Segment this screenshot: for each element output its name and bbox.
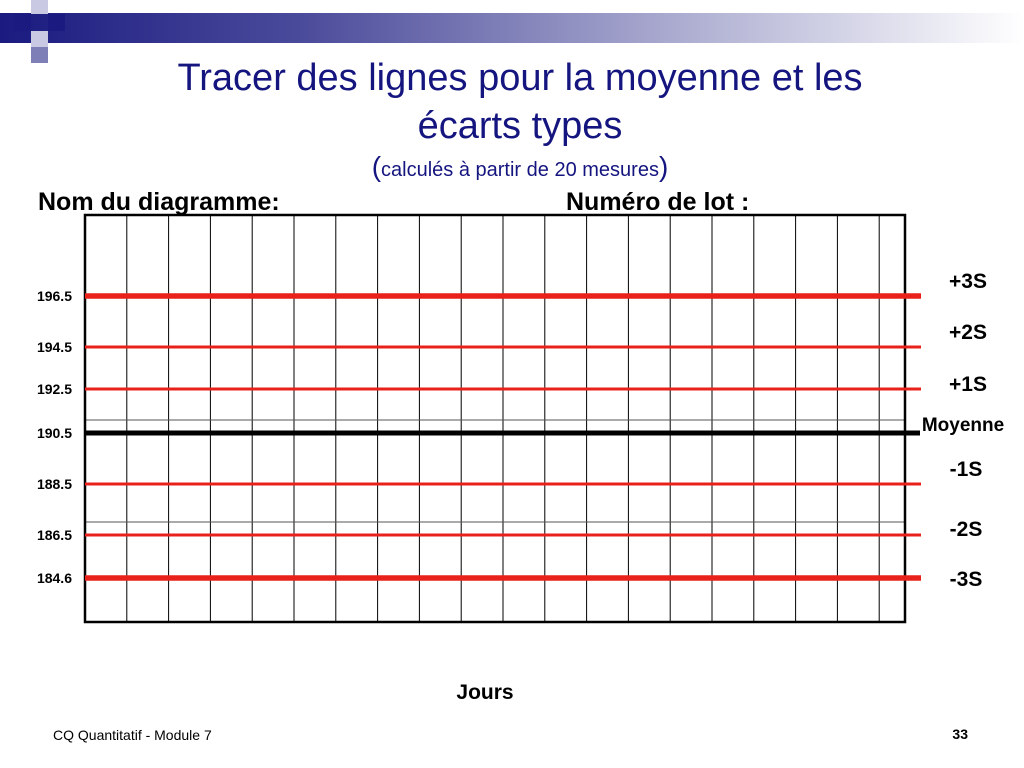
y-tick-label: 184.6 <box>36 570 72 586</box>
y-tick-label: 188.5 <box>36 476 72 492</box>
footer-module-label: CQ Quantitatif - Module 7 <box>53 727 212 743</box>
page-number: 33 <box>952 726 968 742</box>
reference-line-label: Moyenne <box>921 415 1005 436</box>
slide-title-line-2: écarts types <box>417 105 623 147</box>
y-tick-label: 186.5 <box>36 527 72 543</box>
reference-line-label: -2S <box>949 518 983 541</box>
x-axis-label: Jours <box>456 681 514 704</box>
subtitle-text: calculés à partir de 20 mesures <box>381 159 659 181</box>
reference-line-label: +3S <box>949 270 987 293</box>
subtitle-close-paren: ) <box>658 151 669 182</box>
y-tick-label: 194.5 <box>36 339 72 355</box>
slide-title-line-1: Tracer des lignes pour la moyenne et les <box>177 57 863 99</box>
reference-line-label: -1S <box>949 458 983 481</box>
reference-line-label: +2S <box>949 321 987 344</box>
lot-number-label: Numéro de lot : <box>566 188 750 216</box>
reference-line-label: +1S <box>949 373 987 396</box>
plot-frame <box>85 215 905 622</box>
y-tick-label: 196.5 <box>36 288 72 304</box>
y-tick-label: 192.5 <box>36 381 72 397</box>
y-tick-label: 190.5 <box>36 425 72 441</box>
reference-line-label: -3S <box>949 568 983 591</box>
subtitle-open-paren: ( <box>371 151 382 182</box>
diagram-name-label: Nom du diagramme: <box>38 188 280 216</box>
